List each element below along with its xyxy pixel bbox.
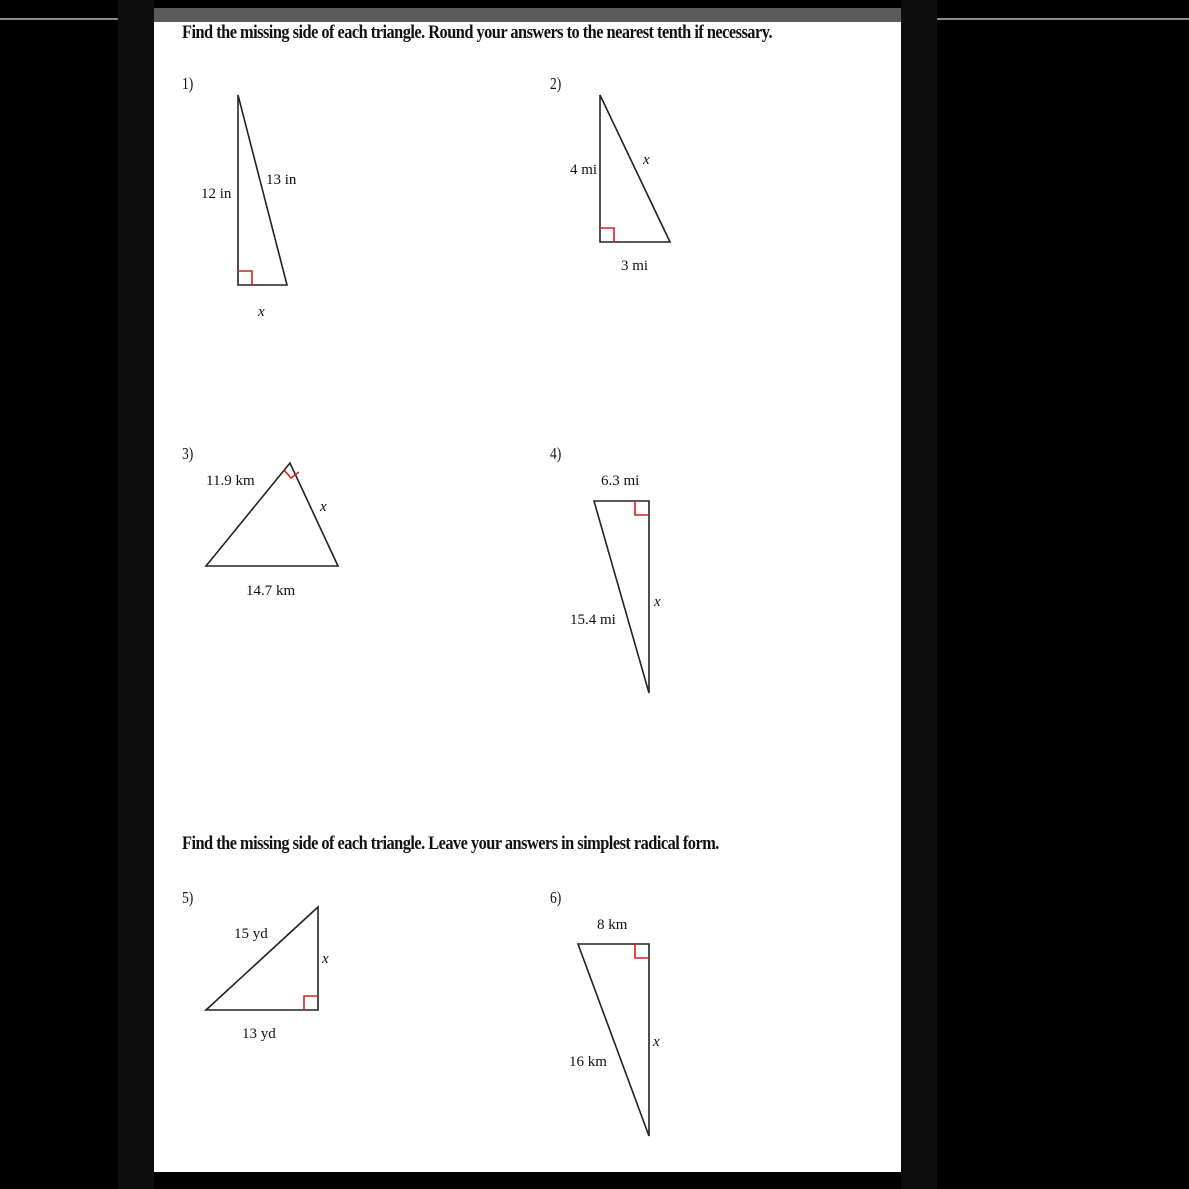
- triangle-1-shape: [238, 95, 287, 285]
- problem-2-triangle: [570, 95, 670, 274]
- triangle-5-unknown-label: x: [322, 951, 329, 967]
- triangle-1-unknown-label: x: [258, 304, 265, 320]
- triangle-5-hypotenuse-label: 15 yd: [234, 926, 268, 942]
- triangle-6-top-label: 8 km: [597, 917, 628, 933]
- triangle-3-unknown-label: x: [320, 499, 327, 515]
- triangle-6-shape: [578, 944, 649, 1136]
- problem-2-number: 2): [550, 74, 562, 93]
- problem-5-number: 5): [182, 888, 194, 907]
- problem-3-triangle: [206, 463, 338, 599]
- triangle-3-hypotenuse-label: 14.7 km: [246, 583, 296, 599]
- right-angle-marker: [635, 944, 649, 958]
- viewer-margin-right: [901, 0, 937, 1189]
- problem-5-triangle: [206, 907, 329, 1042]
- problem-6-triangle: [569, 917, 660, 1136]
- problem-4-number: 4): [550, 444, 562, 463]
- right-angle-marker: [304, 996, 318, 1010]
- worksheet-page: [154, 8, 901, 1172]
- triangle-4-unknown-label: x: [654, 594, 661, 610]
- problem-3-number: 3): [182, 444, 194, 463]
- triangle-6-hypotenuse-label: 16 km: [569, 1054, 607, 1070]
- triangle-6-unknown-label: x: [653, 1034, 660, 1050]
- right-angle-marker: [600, 228, 614, 242]
- viewer-margin-left: [118, 0, 154, 1189]
- problem-6-number: 6): [550, 888, 562, 907]
- triangle-2-unknown-label: x: [643, 152, 650, 168]
- problem-4-triangle: [570, 473, 661, 693]
- triangle-2-leg-label: 4 mi: [570, 162, 598, 178]
- triangle-4-shape: [594, 501, 649, 693]
- triangle-4-top-label: 6.3 mi: [601, 473, 640, 489]
- triangle-4-hypotenuse-label: 15.4 mi: [570, 612, 616, 628]
- triangle-2-base-label: 3 mi: [621, 258, 649, 274]
- triangle-figures: [154, 8, 901, 1172]
- right-angle-marker: [238, 271, 252, 285]
- triangle-5-shape: [206, 907, 318, 1010]
- section1-instructions: Find the missing side of each triangle. Round your answers to the nearest tenth if necessary.: [182, 22, 773, 43]
- problem-1-number: 1): [182, 74, 194, 93]
- triangle-5-base-label: 13 yd: [242, 1026, 276, 1042]
- section2-instructions: Find the missing side of each triangle. Leave your answers in simplest radical form.: [182, 833, 719, 854]
- triangle-2-shape: [600, 95, 670, 242]
- triangle-1-leg-label: 12 in: [201, 186, 232, 202]
- right-angle-marker: [635, 501, 649, 515]
- problem-1-triangle: [201, 95, 297, 320]
- triangle-1-hypotenuse-label: 13 in: [266, 172, 297, 188]
- triangle-3-leg-label: 11.9 km: [206, 473, 255, 489]
